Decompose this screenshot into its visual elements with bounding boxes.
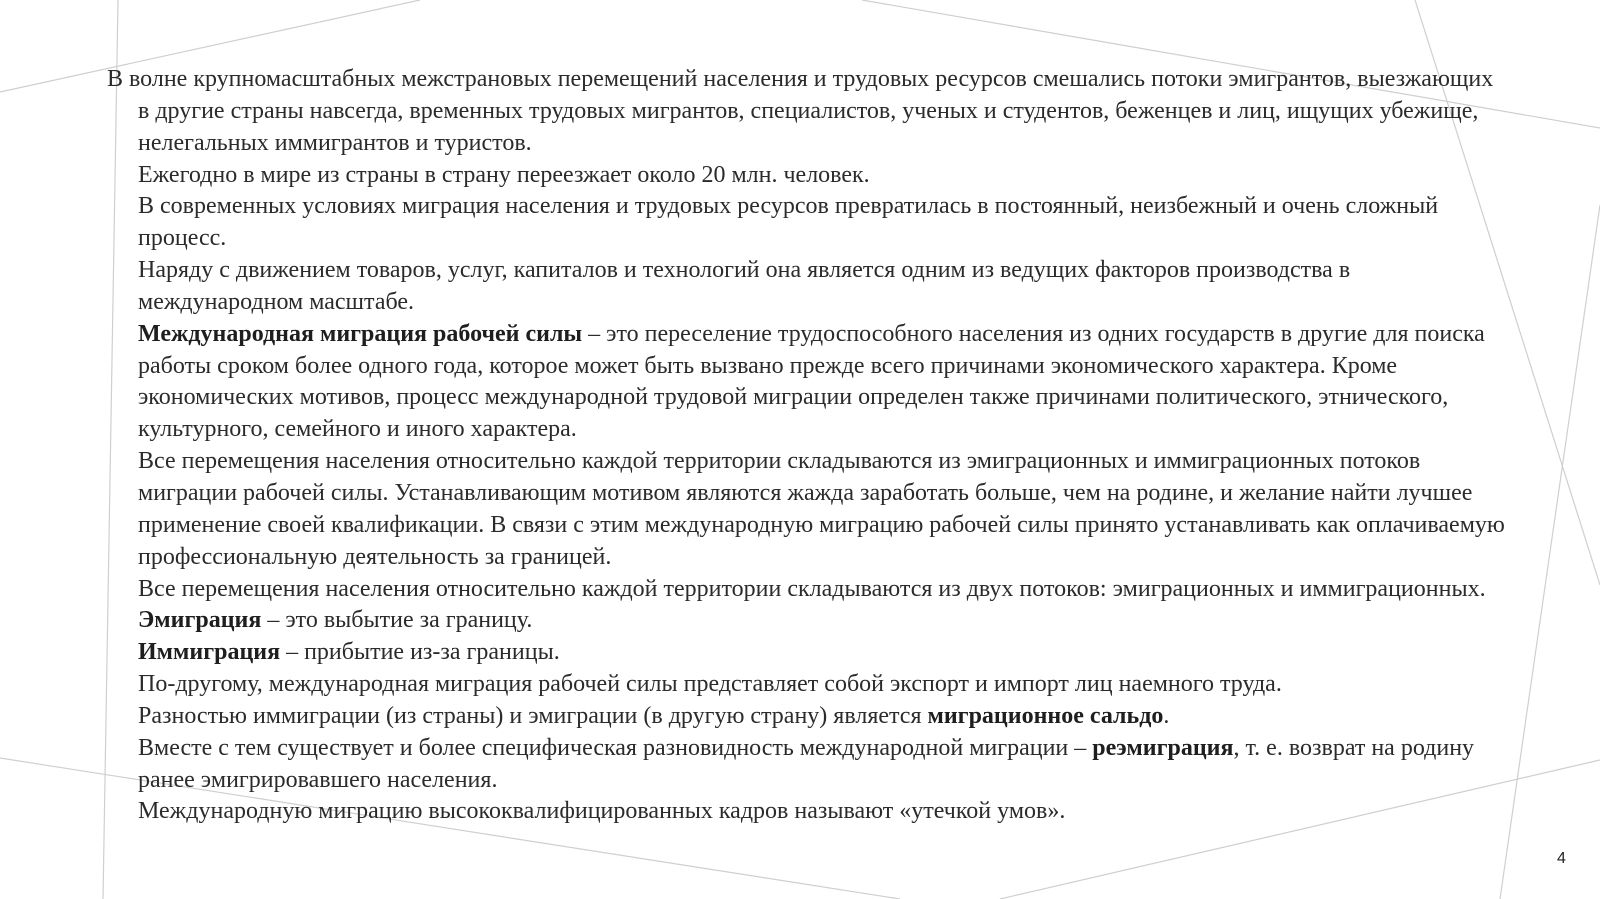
text-segment: – это выбытие за границу. — [261, 607, 533, 634]
paragraph — [107, 605, 1507, 637]
slide-body-text — [107, 64, 1507, 828]
text-segment: Международную миграцию высококвалифицированных кадров называют «утечкой умов». — [138, 798, 1066, 825]
paragraph — [107, 255, 1507, 319]
text-segment: Разностью иммиграции (из страны) и эмиграции (в другую страну) является — [138, 702, 928, 729]
paragraph — [107, 637, 1507, 669]
paragraph — [107, 733, 1507, 797]
bold-term: реэмиграция — [1092, 734, 1234, 761]
text-segment: Все перемещения населения относительно каждой территории складываются из двух потоков: эмиграционных и иммиграционных. — [138, 575, 1486, 602]
paragraph — [107, 669, 1507, 701]
bold-term: Международная миграция рабочей силы — [138, 320, 583, 347]
text-segment: – прибытие из-за границы. — [280, 639, 560, 666]
bold-term: миграционное сальдо — [927, 702, 1164, 729]
paragraph — [107, 160, 1507, 192]
text-segment: По-другому, международная миграция рабочей силы представляет собой экспорт и импорт лиц наемного труда. — [138, 671, 1282, 698]
paragraph — [107, 701, 1507, 733]
bold-term: Иммиграция — [138, 639, 281, 666]
text-segment: В современных условиях миграция населения и трудовых ресурсов превратилась в постоянный, неизбежный и очень сложный процесс. — [138, 193, 1439, 252]
page-number: 4 — [1557, 850, 1566, 867]
bold-term: Эмиграция — [138, 607, 262, 634]
paragraph — [107, 64, 1507, 160]
paragraph — [107, 796, 1507, 828]
paragraph — [107, 191, 1507, 255]
text-segment: . — [1163, 702, 1170, 729]
text-segment: Все перемещения населения относительно каждой территории складываются из эмиграционных и иммиграционных потоков миграции рабочей силы. Устанавливающим мотивом являются жажда заработать больше, чем на родине, и желание найти лучшее применение своей квалификации. В связи с этим международную миграцию рабочей силы принято устанавливать как оплачиваемую профессиональную деятельность за границей. — [138, 448, 1505, 570]
text-segment: Наряду с движением товаров, услуг, капиталов и технологий она является одним из ведущих факторов производства в международном масштабе. — [138, 257, 1351, 315]
paragraph — [107, 574, 1507, 606]
paragraph — [107, 446, 1507, 573]
text-segment: Ежегодно в мире из страны в страну переезжает около 20 млн. человек. — [138, 161, 870, 188]
text-segment: В волне крупномасштабных межстрановых перемещений населения и трудовых ресурсов смешались потоки эмигрантов, выезжающих в другие страны навсегда, временных трудовых мигрантов, специалистов, ученых и студентов, беженцев и лиц, ищущих убежище, нелегальных иммигрантов и туристов. — [107, 66, 1494, 156]
text-segment: – это переселение трудоспособного населения из одних государств в другие для поиска работы сроком более одного года, которое может быть вызвано прежде всего причинами экономического характера. Кроме экономических мотивов, процесс международной трудовой миграции определен также причинами политического, этнического, культурного, семейного и иного характера. — [138, 320, 1485, 443]
text-segment: Вместе с тем существует и более специфическая разновидность международной миграции – — [138, 734, 1093, 761]
paragraph — [107, 319, 1507, 446]
text-segment: , т. е. возврат на родину ранее эмигрировавшего населения. — [138, 734, 1475, 793]
